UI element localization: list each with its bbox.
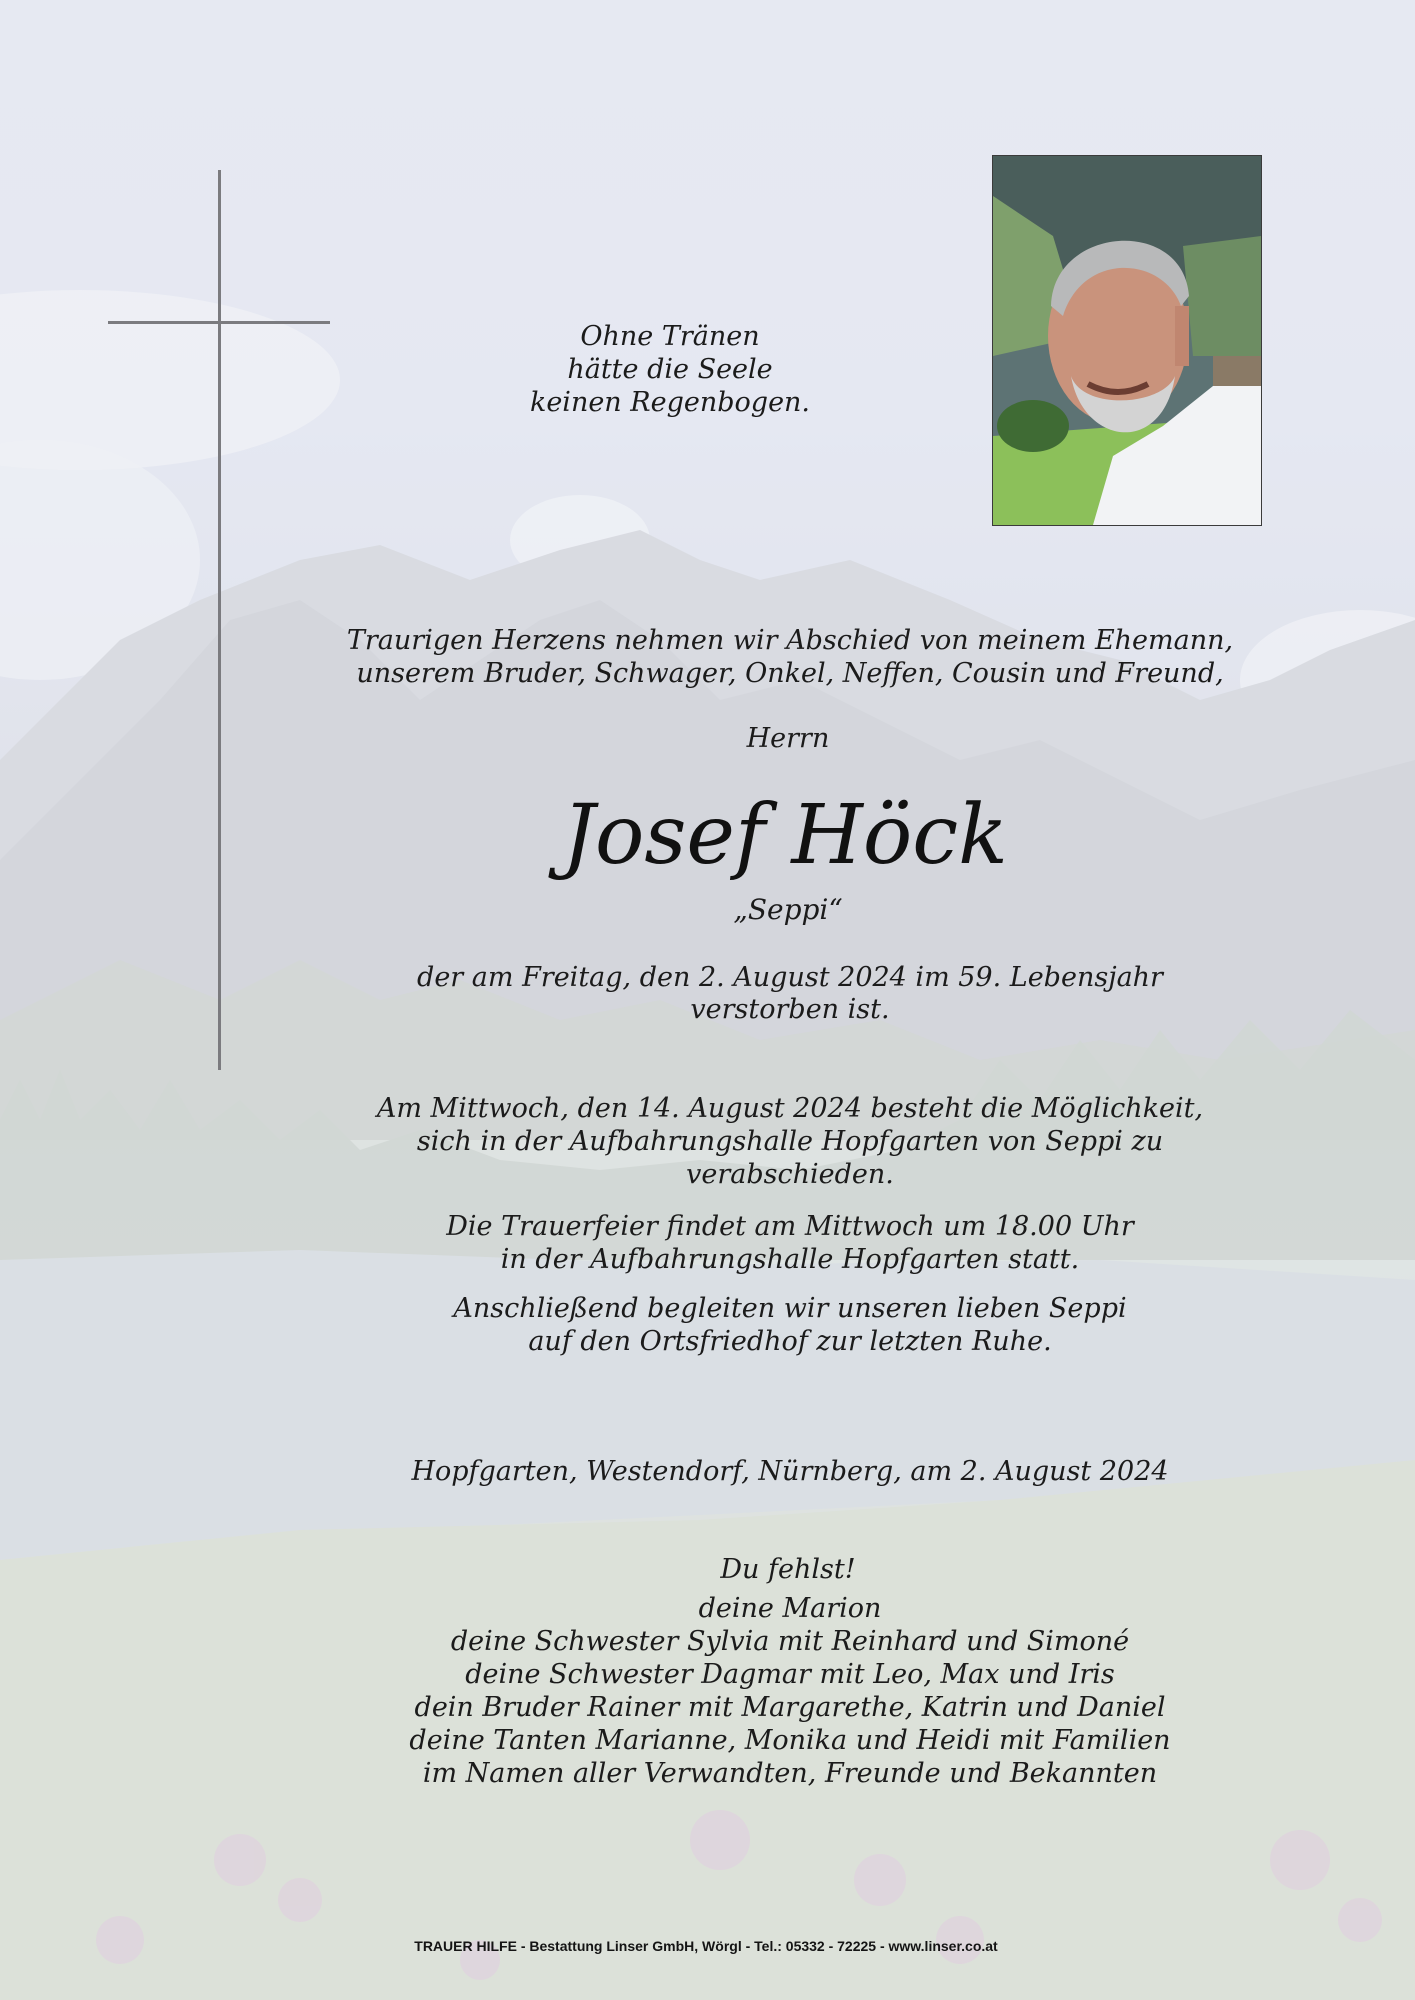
viewing-line: sich in der Aufbahrungshalle Hopfgarten von Seppi zu [416,1126,1164,1157]
mourner-line: deine Schwester Sylvia mit Reinhard und Simoné [450,1626,1130,1657]
quote-line: keinen Regenbogen. [529,387,811,418]
salutation: Herrn [746,723,830,754]
mourner-line: dein Bruder Rainer mit Margarethe, Katrin und Daniel [414,1692,1166,1723]
viewing-info [350,1092,1230,1191]
viewing-line: verabschieden. [686,1159,894,1190]
death-line: verstorben ist. [690,994,890,1025]
death-line: der am Freitag, den 2. August 2024 im 59. Lebensjahr [417,962,1163,993]
burial-line: auf den Ortsfriedhof zur letzten Ruhe. [528,1326,1052,1357]
viewing-line: Am Mittwoch, den 14. August 2024 besteht die Möglichkeit, [376,1093,1204,1124]
farewell-intro [300,624,1280,690]
funeral-home-footer: TRAUER HILFE - Bestattung Linser GmbH, Wörgl - Tel.: 05332 - 72225 - www.linser.co.at [414,1938,998,1954]
memorial-quote [470,320,870,419]
deceased-name: Josef Höck [562,788,1008,883]
mourner-line: deine Marion [698,1593,882,1624]
ceremony-info [390,1210,1190,1276]
place-and-date: Hopfgarten, Westendorf, Nürnberg, am 2. August 2024 [411,1456,1169,1487]
cross-icon-vertical-bar [218,170,221,1070]
burial-line: Anschließend begleiten wir unseren lieben Seppi [453,1293,1127,1324]
mourner-line: im Namen aller Verwandten, Freunde und Bekannten [422,1758,1158,1789]
mourner-line: deine Schwester Dagmar mit Leo, Max und Iris [465,1659,1115,1690]
cross-icon-horizontal-bar [108,321,330,324]
death-statement [390,962,1190,1026]
quote-line: Ohne Tränen [580,321,760,352]
burial-info [390,1292,1190,1358]
portrait-image [993,156,1261,525]
quote-line: hätte die Seele [567,354,773,385]
portrait-photo [992,155,1262,526]
intro-line: unserem Bruder, Schwager, Onkel, Neffen, Cousin und Freund, [356,658,1224,689]
mourners-lead: Du fehlst! [720,1554,856,1585]
ceremony-line: Die Trauerfeier findet am Mittwoch um 18.00 Uhr [446,1211,1134,1242]
mourner-line: deine Tanten Marianne, Monika und Heidi mit Familien [409,1725,1171,1756]
intro-line: Traurigen Herzens nehmen wir Abschied von meinem Ehemann, [346,625,1234,656]
mourners-list [330,1592,1250,1790]
deceased-nickname: „Seppi“ [733,893,843,926]
ceremony-line: in der Aufbahrungshalle Hopfgarten statt. [500,1244,1080,1275]
